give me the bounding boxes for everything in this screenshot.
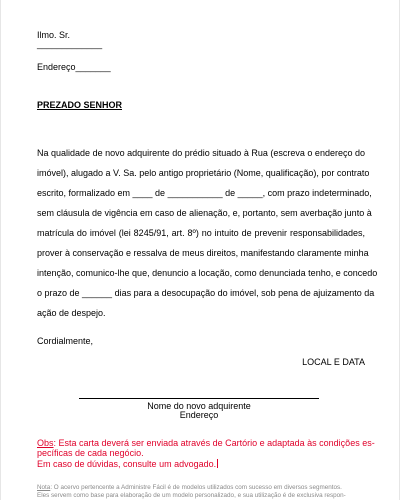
- paragraph-line: prover à conservação e ressalva de meus direitos, manifestando claramente minha: [37, 248, 369, 258]
- signature-name: Nome do novo adquirente: [147, 401, 251, 411]
- obs-line-3: [37, 459, 218, 470]
- obs-advice: Em caso de dúvidas, consulte um advogado.: [37, 459, 217, 469]
- address-blank: _______: [75, 62, 111, 72]
- salutation: Ilmo. Sr.: [37, 30, 71, 40]
- paragraph-line: ação de despejo.: [37, 308, 106, 318]
- note-line-2: Eles servem como base para elaboração de um modelo personalizado, e sua utilização é de exclusiva respon-: [37, 492, 346, 499]
- signature-line: [79, 398, 319, 399]
- paragraph-line: imóvel), alugado a V. Sa. pelo antigo proprietário (Nome, qualificação), por contrato: [37, 168, 370, 178]
- text-cursor: [217, 459, 218, 468]
- obs-text: : Esta carta deverá ser enviada através de Cartório e adaptada às condições es-: [53, 438, 375, 448]
- paragraph-line: o prazo de ______ dias para a desocupação do imóvel, sob pena de ajuizamento da: [37, 288, 375, 298]
- place-date: LOCAL E DATA: [302, 357, 365, 367]
- address-line: [37, 62, 111, 73]
- signature-address: Endereço: [179, 410, 219, 420]
- address-label: Endereço: [37, 62, 76, 72]
- obs-label: Obs: [37, 438, 54, 448]
- paragraph-line: intenção, comunico-lhe que, denuncio a locação, como denunciada tenho, e concedo: [37, 268, 378, 278]
- heading: PREZADO SENHOR: [37, 100, 123, 110]
- paragraph-line: sem cláusula de vigência em caso de alienação, e, portanto, sem averbação junto à: [37, 208, 372, 218]
- obs-line-2: pecíficas de cada negócio.: [37, 448, 144, 458]
- note-line-1: [37, 484, 342, 492]
- note-label: Nota: [37, 484, 51, 491]
- closing: Cordialmente,: [37, 336, 94, 346]
- note-text: : O acervo pertencente a Administre Fácil é de modelos utilizados com sucesso em diversos segmentos.: [50, 484, 342, 491]
- paragraph-line: Na qualidade de novo adquirente do prédio situado à Rua (escreva o endereço do: [37, 148, 365, 158]
- recipient-name-blank: _____________: [37, 39, 103, 49]
- paragraph-line: escrito, formalizado em ____ de ___________ de _____, com prazo indeterminado,: [37, 188, 372, 198]
- paragraph-line: matrícula do imóvel (lei 8245/91, art. 8º) no intuito de prevenir responsabilidades,: [37, 228, 365, 238]
